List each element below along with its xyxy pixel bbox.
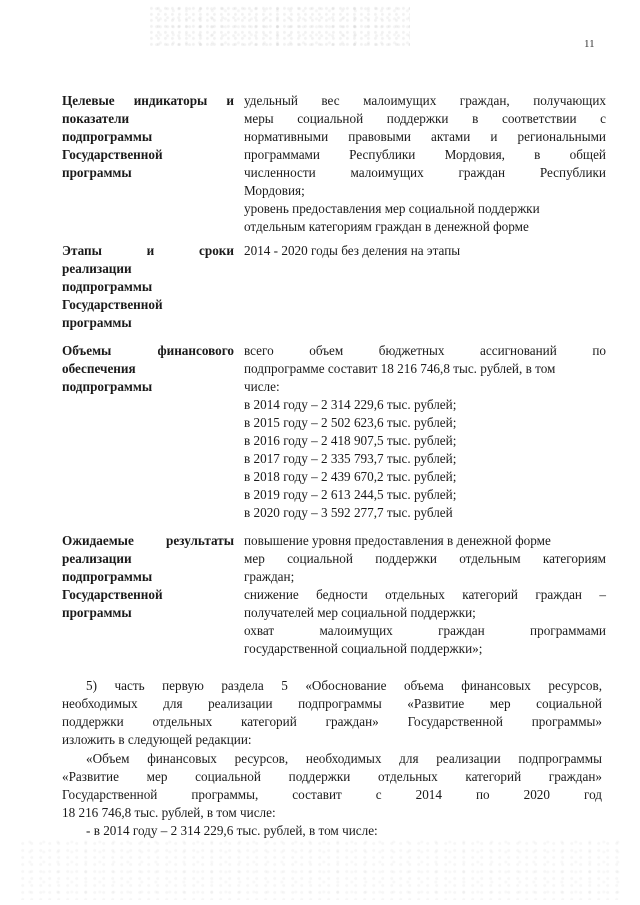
scan-speckle-bottom — [20, 840, 620, 900]
value-line: в 2018 году – 2 439 670,2 тыс. рублей; — [244, 469, 457, 484]
label-line: Объемы финансового — [62, 343, 234, 358]
value-line: всего объем бюджетных ассигнований по — [244, 343, 606, 358]
table-row-results — [62, 532, 610, 662]
table-row-financing — [62, 342, 610, 527]
page-number: 11 — [584, 38, 595, 50]
value-line: численности малоимущих граждан Республики — [244, 165, 606, 180]
label-line: Ожидаемые результаты — [62, 533, 234, 548]
row-label — [62, 242, 238, 332]
value-line: Мордовия; — [244, 183, 305, 198]
value-line: нормативными правовыми актами и региональными — [244, 129, 606, 144]
value-line: граждан; — [244, 569, 295, 584]
row-label — [62, 92, 238, 182]
value-line: уровень предоставления мер социальной поддержки — [244, 201, 540, 216]
paragraph-line: 5) часть первую раздела 5 «Обоснование объема финансовых ресурсов, — [86, 678, 602, 693]
label-line: Государственной — [62, 147, 163, 162]
value-line: в 2016 году – 2 418 907,5 тыс. рублей; — [244, 433, 457, 448]
label-line: программы — [62, 315, 132, 330]
paragraph-line: - в 2014 году – 2 314 229,6 тыс. рублей, в том числе: — [86, 823, 378, 838]
paragraph-line: Государственной программы, составит с 2014 по 2020 год — [62, 787, 602, 802]
label-line: подпрограммы — [62, 129, 153, 144]
value-line: в 2017 году – 2 335 793,7 тыс. рублей; — [244, 451, 457, 466]
label-line: реализации — [62, 551, 132, 566]
row-value — [244, 342, 610, 522]
value-line: снижение бедности отдельных категорий граждан – — [244, 587, 606, 602]
label-line: Государственной — [62, 297, 163, 312]
value-line: государственной социальной поддержки»; — [244, 641, 483, 656]
paragraph-line: изложить в следующей редакции: — [62, 732, 252, 747]
value-line: в 2014 году – 2 314 229,6 тыс. рублей; — [244, 397, 457, 412]
row-label — [62, 532, 238, 622]
value-line: удельный вес малоимущих граждан, получающих — [244, 93, 606, 108]
value-line: программами Республики Мордовия, в общей — [244, 147, 606, 162]
label-line: показатели — [62, 111, 130, 126]
table-row-stages — [62, 242, 610, 337]
paragraph-section-5 — [62, 677, 602, 749]
paragraph-line: поддержки отдельных категорий граждан» Государственной программы» — [62, 714, 602, 729]
paragraph-line: 18 216 746,8 тыс. рублей, в том числе: — [62, 805, 276, 820]
scan-speckle-top — [150, 6, 410, 46]
label-line: подпрограммы — [62, 379, 153, 394]
row-value — [244, 532, 610, 658]
value-line: повышение уровня предоставления в денежной форме — [244, 533, 551, 548]
value-line: числе: — [244, 379, 280, 394]
value-line: в 2015 году – 2 502 623,6 тыс. рублей; — [244, 415, 457, 430]
value-line: в 2019 году – 2 613 244,5 тыс. рублей; — [244, 487, 457, 502]
value-line: охват малоимущих граждан программами — [244, 623, 606, 638]
table-row-indicators — [62, 92, 610, 242]
value-line: меры социальной поддержки в соответствии с — [244, 111, 606, 126]
row-label — [62, 342, 238, 396]
label-line: подпрограммы — [62, 279, 153, 294]
row-value — [244, 92, 610, 236]
row-value — [244, 242, 610, 260]
label-line: Целевые индикаторы и — [62, 93, 234, 108]
paragraph-line: необходимых для реализации подпрограммы «Развитие мер социальной — [62, 696, 602, 711]
value-line: получателей мер социальной поддержки; — [244, 605, 476, 620]
label-line: реализации — [62, 261, 132, 276]
label-line: обеспечения — [62, 361, 136, 376]
paragraph-line: «Объем финансовых ресурсов, необходимых для реализации подпрограммы — [86, 751, 602, 766]
label-line: подпрограммы — [62, 569, 153, 584]
value-line: в 2020 году – 3 592 277,7 тыс. рублей — [244, 505, 453, 520]
label-line: программы — [62, 605, 132, 620]
label-line: Государственной — [62, 587, 163, 602]
value-line: мер социальной поддержки отдельным категориям — [244, 551, 606, 566]
paragraph-line: «Развитие мер социальной поддержки отдельных категорий граждан» — [62, 769, 602, 784]
label-line: программы — [62, 165, 132, 180]
label-line: Этапы и сроки — [62, 243, 234, 258]
value-line: отдельным категориям граждан в денежной форме — [244, 219, 529, 234]
value-line: 2014 - 2020 годы без деления на этапы — [244, 243, 461, 258]
value-line: подпрограмме составит 18 216 746,8 тыс. рублей, в том — [244, 361, 556, 376]
paragraph-new-text — [62, 750, 602, 840]
